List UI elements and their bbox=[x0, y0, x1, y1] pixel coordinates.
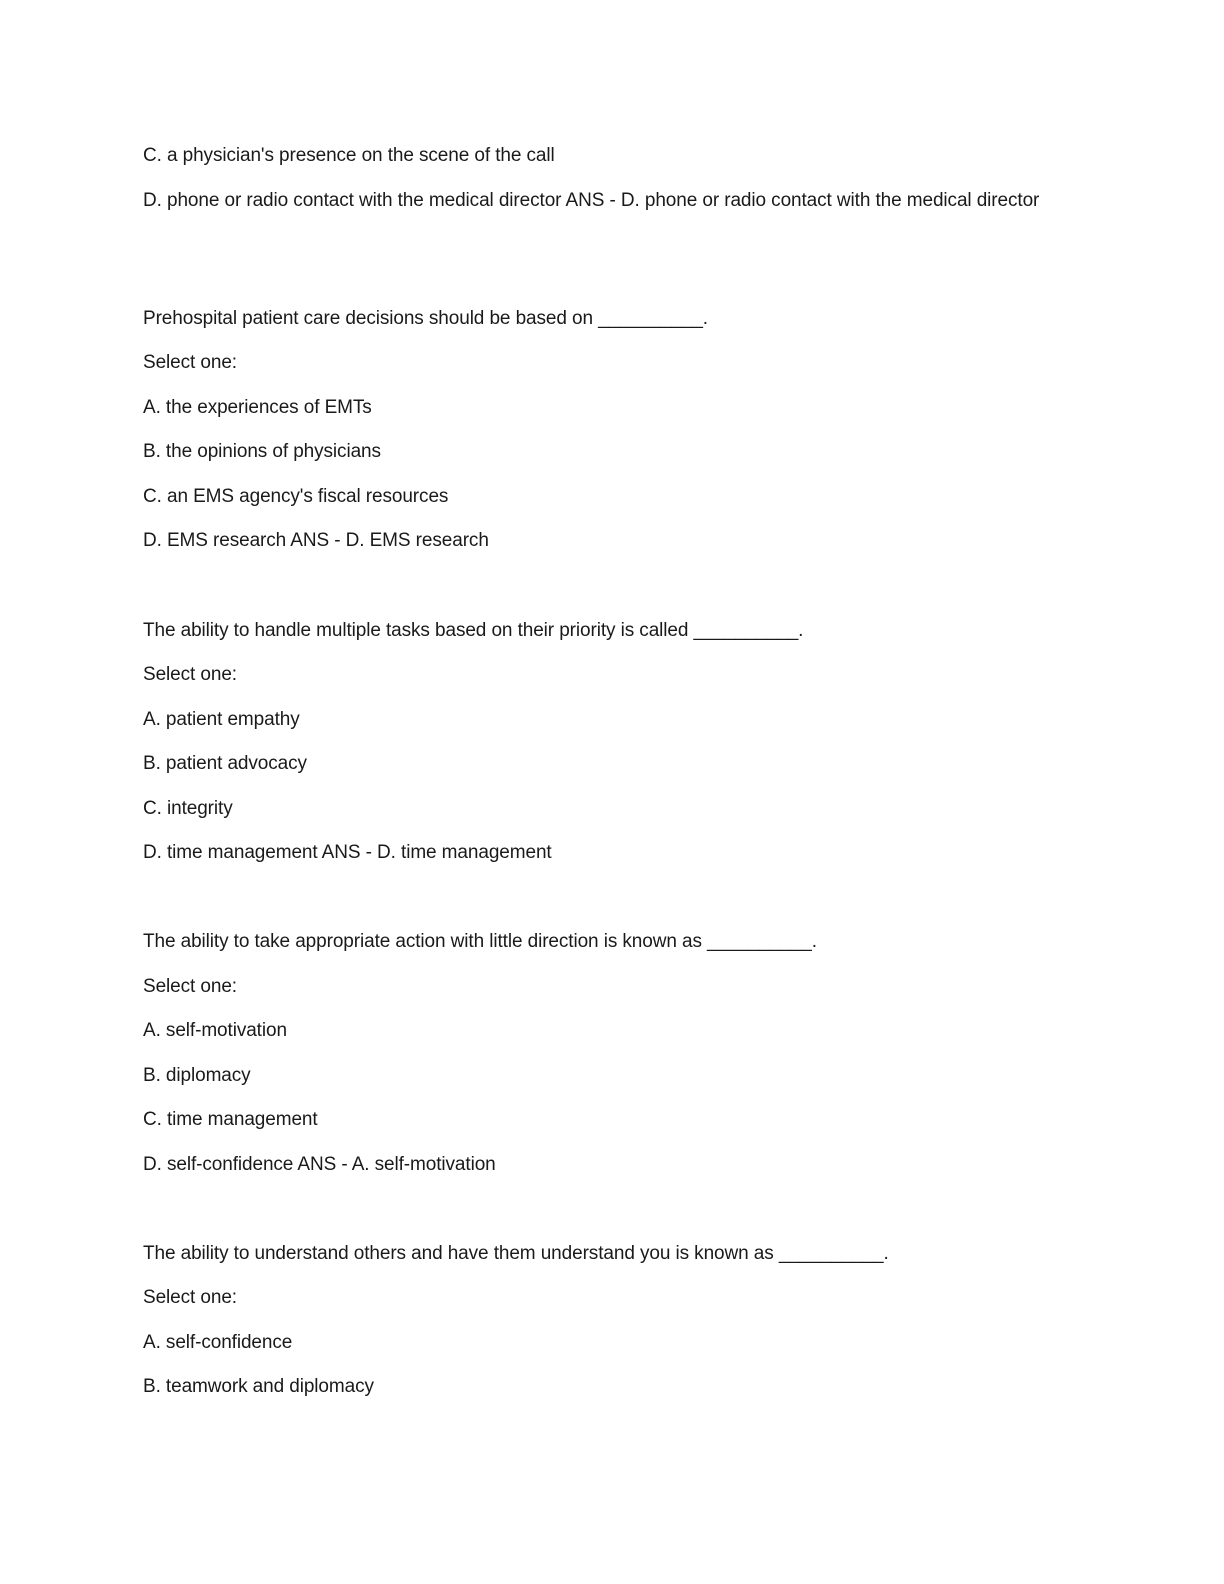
question-3-option-b: B. diplomacy bbox=[143, 1065, 251, 1086]
question-4-select: Select one: bbox=[143, 1287, 237, 1308]
question-3-option-a: A. self-motivation bbox=[143, 1020, 287, 1041]
question-3-option-c: C. time management bbox=[143, 1109, 318, 1130]
question-2-option-c: C. integrity bbox=[143, 798, 233, 819]
question-4-prompt: The ability to understand others and have them understand you is known as __________. bbox=[143, 1243, 889, 1264]
question-1-option-d: D. EMS research ANS - D. EMS research bbox=[143, 530, 489, 551]
question-1-option-b: B. the opinions of physicians bbox=[143, 441, 381, 462]
prev-option-c: C. a physician's presence on the scene of the call bbox=[143, 145, 555, 166]
question-4-option-b: B. teamwork and diplomacy bbox=[143, 1376, 374, 1397]
question-3-select: Select one: bbox=[143, 976, 237, 997]
question-4-option-a: A. self-confidence bbox=[143, 1332, 293, 1353]
question-3-prompt: The ability to take appropriate action with little direction is known as __________. bbox=[143, 931, 817, 952]
question-1-select: Select one: bbox=[143, 352, 237, 373]
question-1-prompt: Prehospital patient care decisions should be based on __________. bbox=[143, 308, 708, 329]
question-2-select: Select one: bbox=[143, 664, 237, 685]
question-2-option-a: A. patient empathy bbox=[143, 709, 300, 730]
question-1-option-a: A. the experiences of EMTs bbox=[143, 397, 372, 418]
question-3-option-d: D. self-confidence ANS - A. self-motivation bbox=[143, 1154, 496, 1175]
question-1-option-c: C. an EMS agency's fiscal resources bbox=[143, 486, 449, 507]
question-2-option-d: D. time management ANS - D. time management bbox=[143, 842, 552, 863]
prev-option-d: D. phone or radio contact with the medical director ANS - D. phone or radio contact with the medical director bbox=[143, 190, 1040, 211]
question-2-option-b: B. patient advocacy bbox=[143, 753, 307, 774]
question-2-prompt: The ability to handle multiple tasks based on their priority is called __________. bbox=[143, 620, 804, 641]
